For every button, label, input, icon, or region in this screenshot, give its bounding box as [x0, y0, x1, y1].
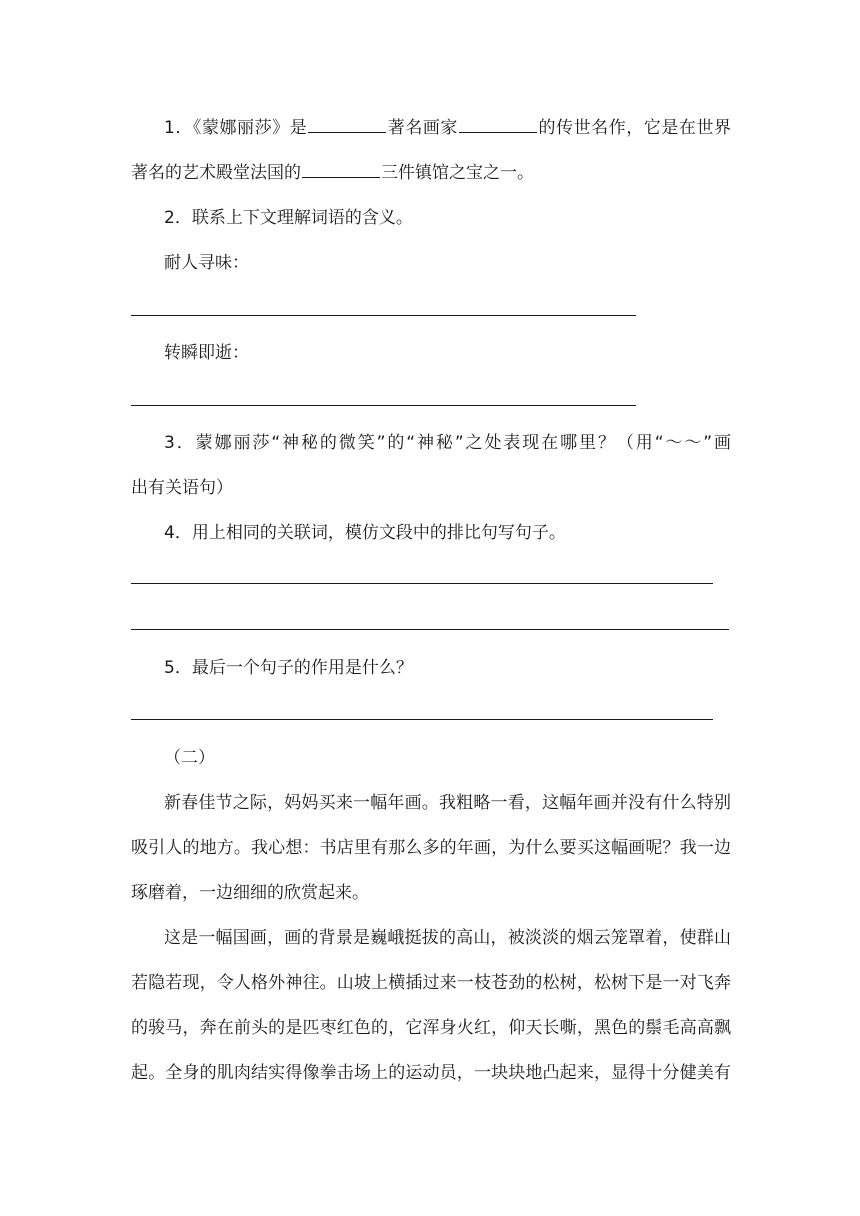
passage-para-2-line-1: 这是一幅国画，画的背景是巍峨挺拔的高山，被淡淡的烟云笼罩着，使群山 — [164, 928, 731, 948]
q1-text-part-3: 的传世名作，它是在世界 — [537, 118, 731, 138]
question-4: 4．用上相同的关联词，模仿文段中的排比句写句子。 — [164, 523, 566, 543]
question-5: 5．最后一个句子的作用是什么？ — [164, 658, 413, 678]
q1-text-line2-part-2: 三件镇馆之宝之一。 — [381, 163, 534, 183]
q4-answer-line-1[interactable] — [131, 583, 713, 584]
q1-blank-2[interactable] — [459, 118, 537, 133]
passage-para-2-line-3: 的骏马，奔在前头的是匹枣红色的，它浑身火红，仰天长嘶，黑色的鬃毛高高飘 — [131, 1018, 731, 1038]
q1-text-line2-part-1: 著名的艺术殿堂法国的 — [131, 163, 301, 183]
passage-para-1-line-3: 琢磨着，一边细细的欣赏起来。 — [131, 883, 369, 903]
q2-term-1: 耐人寻味： — [164, 253, 249, 273]
q5-answer-line[interactable] — [131, 719, 713, 720]
q1-text-part-2: 著名画家 — [387, 118, 458, 138]
question-3-line-2: 出有关语句） — [131, 478, 233, 498]
q4-answer-line-2[interactable] — [131, 629, 729, 630]
q1-blank-3[interactable] — [302, 163, 380, 178]
passage-para-2-line-2: 若隐若现，令人格外神往。山坡上横插过来一枝苍劲的松树，松树下是一对飞奔 — [131, 973, 731, 993]
question-1-line-1 — [164, 117, 731, 139]
question-2: 2．联系上下文理解词语的含义。 — [164, 208, 413, 228]
section-2-heading: （二） — [164, 748, 215, 768]
q1-text-part-1: 1．《蒙娜丽莎》是 — [164, 118, 308, 138]
passage-para-1-line-2: 吸引人的地方。我心想：书店里有那么多的年画，为什么要买这幅画呢？我一边 — [131, 838, 731, 858]
q1-blank-1[interactable] — [308, 118, 386, 133]
q2-answer-line-2[interactable] — [131, 405, 636, 406]
question-3-line-1: 3．蒙娜丽莎“神秘的微笑”的“神秘”之处表现在哪里？（用“～～”画 — [164, 433, 731, 453]
question-1-line-2 — [131, 162, 731, 184]
passage-para-2-line-4: 起。全身的肌肉结实得像拳击场上的运动员，一块块地凸起来，显得十分健美有 — [131, 1063, 731, 1083]
q2-answer-line-1[interactable] — [131, 315, 636, 316]
passage-para-1-line-1: 新春佳节之际，妈妈买来一幅年画。我粗略一看，这幅年画并没有什么特别 — [164, 793, 731, 813]
q2-term-2: 转瞬即逝： — [164, 343, 249, 363]
